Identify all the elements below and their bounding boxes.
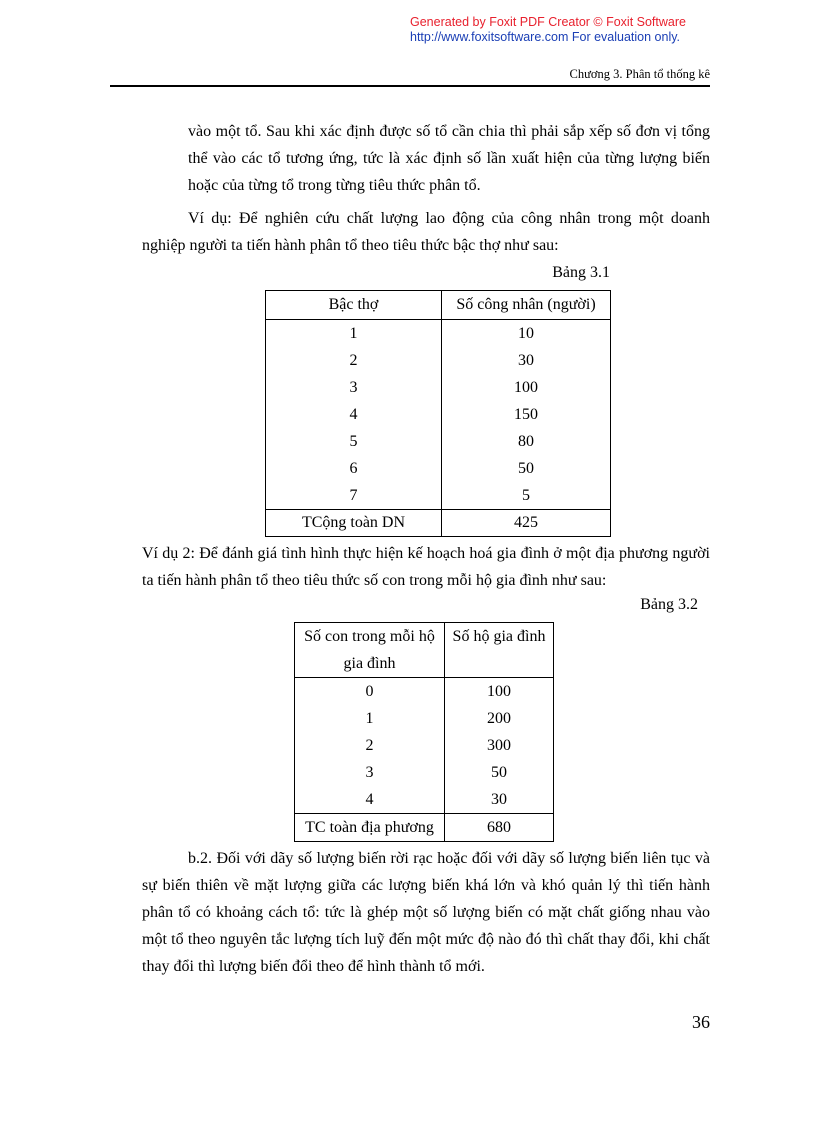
table-row (266, 320, 611, 348)
table-header-cell: Số công nhân (người) (442, 291, 611, 320)
table-cell: 680 (445, 814, 554, 842)
table-header-row (295, 623, 554, 678)
table-total-row (266, 510, 611, 537)
table-1 (265, 290, 611, 537)
table-row (266, 347, 611, 374)
paragraph-3: Ví dụ 2: Để đánh giá tình hình thực hiện kế hoạch hoá gia đình ở một địa phương người ta tiến hành phân tổ theo tiêu thức số con trong mỗi hộ gia đình như sau: (142, 545, 710, 589)
table-row (266, 455, 611, 482)
table-cell: 4 (295, 786, 445, 814)
table-row (295, 705, 554, 732)
table-cell: 3 (295, 759, 445, 786)
table-header-cell: Số con trong mỗi hộ gia đình (295, 623, 445, 678)
table-row (295, 786, 554, 814)
table-cell: 7 (266, 482, 442, 510)
table-cell: 1 (266, 320, 442, 348)
table-cell: 100 (487, 682, 511, 700)
table-cell: 2 (266, 347, 442, 374)
table-cell: 0 (295, 678, 445, 706)
table-cell: 10 (518, 324, 534, 342)
watermark-line-1: Generated by Foxit PDF Creator © Foxit Software (410, 15, 686, 29)
table-row (266, 428, 611, 455)
table-row (295, 732, 554, 759)
table-cell: 50 (518, 459, 534, 477)
table-header-cell: Bậc thợ (266, 291, 442, 320)
table-row (295, 759, 554, 786)
table-row (295, 678, 554, 706)
table-cell: 425 (442, 510, 611, 537)
table-cell: 5 (266, 428, 442, 455)
table-row (266, 401, 611, 428)
table-cell: 4 (266, 401, 442, 428)
table-2 (294, 622, 554, 842)
chapter-header: Chương 3. Phân tổ thống kê (569, 67, 710, 81)
table-row (266, 374, 611, 401)
page-number: 36 (692, 1012, 710, 1032)
table-cell: 50 (491, 763, 507, 781)
table-cell: 100 (514, 378, 538, 396)
paragraph-4: b.2. Đối với dãy số lượng biến rời rạc hoặc đối với dãy số lượng biến liên tục và sự biến thiên về mặt lượng giữa các lượng biến khá lớn và khó quản lý thì tiến hành phân tổ có khoảng cách tổ: tức là ghép một số lượng biến có mặt chất giống nhau vào một tổ theo nguyên tắc lượng tích luỹ đến một mức độ nào đó thì chất thay đổi, khi chất thay đổi thì lượng biến đổi theo để hình thành tổ mới. (142, 850, 710, 975)
table-cell: 3 (266, 374, 442, 401)
table-cell: 30 (491, 790, 507, 808)
table-cell: 1 (295, 705, 445, 732)
table-cell: 2 (295, 732, 445, 759)
paragraph-1: vào một tổ. Sau khi xác định được số tổ cần chia thì phải sắp xếp số đơn vị tổng thể vào các tổ tương ứng, tức là xác định số lần xuất hiện của từng lượng biến hoặc của từng tổ trong từng tiêu thức phân tổ. (188, 123, 710, 194)
table-row (266, 482, 611, 510)
paragraph-2: Ví dụ: Để nghiên cứu chất lượng lao động của công nhân trong một doanh nghiệp người ta tiến hành phân tổ theo tiêu thức bậc thợ như sau: (142, 210, 710, 254)
table-cell: 5 (522, 486, 530, 504)
table-cell: 300 (487, 736, 511, 754)
watermark-line-2: http://www.foxitsoftware.com For evaluation only. (410, 30, 681, 44)
table-header-cell: Số hộ gia đình (445, 623, 554, 678)
table-cell: 80 (518, 432, 534, 450)
table-cell: TC toàn địa phương (295, 814, 445, 842)
table-header-row (266, 291, 611, 320)
table-cell: 6 (266, 455, 442, 482)
table-cell: 150 (514, 405, 538, 423)
table-1-caption: Bảng 3.1 (552, 264, 610, 281)
table-cell: 200 (487, 709, 511, 727)
table-total-row (295, 814, 554, 842)
table-cell: TCộng toàn DN (266, 510, 442, 537)
header-rule (110, 85, 710, 87)
table-cell: 30 (518, 351, 534, 369)
table-2-caption: Bảng 3.2 (640, 596, 698, 613)
